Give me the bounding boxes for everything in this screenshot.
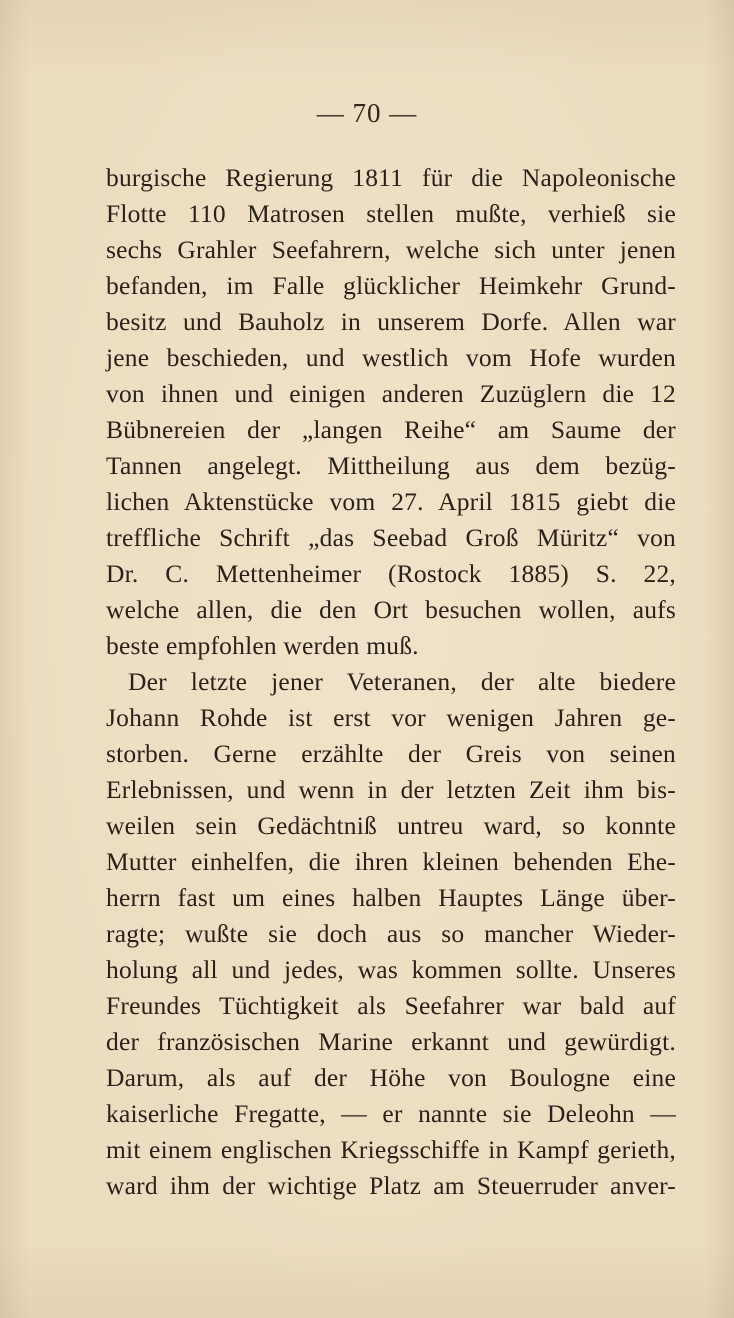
text-line: storben. Gerne erzählte der Greis von seinen bbox=[106, 739, 676, 768]
text-line: Freundes Tüchtigkeit als Seefahrer war bald auf bbox=[106, 991, 676, 1020]
text-line: welche allen, die den Ort besuchen wollen, aufs bbox=[106, 595, 676, 624]
body-text bbox=[106, 160, 676, 1204]
text-line: Flotte 110 Matrosen stellen mußte, verhieß sie bbox=[106, 199, 676, 228]
text-line: Mutter einhelfen, die ihren kleinen behenden Ehe- bbox=[106, 847, 676, 876]
text-line: weilen sein Gedächtniß untreu ward, so konnte bbox=[106, 811, 676, 840]
text-line: Erlebnissen, und wenn in der letzten Zeit ihm bis- bbox=[106, 775, 676, 804]
text-line: beste empfohlen werden muß. bbox=[106, 631, 419, 660]
text-line: Der letzte jener Veteranen, der alte biedere bbox=[128, 667, 676, 696]
page-number: — 70 — bbox=[316, 98, 418, 128]
text-line: ward ihm der wichtige Platz am Steuerruder anver- bbox=[106, 1171, 676, 1200]
text-line: burgische Regierung 1811 für die Napoleonische bbox=[106, 163, 676, 192]
text-line: Darum, als auf der Höhe von Boulogne eine bbox=[106, 1063, 676, 1092]
text-line: ragte; wußte sie doch aus so mancher Wieder- bbox=[106, 919, 676, 948]
paragraph-1 bbox=[106, 160, 676, 664]
text-line: kaiserliche Fregatte, — er nannte sie Deleohn — bbox=[106, 1099, 676, 1128]
text-line: Tannen angelegt. Mittheilung aus dem bezüg- bbox=[106, 451, 676, 480]
text-line: Dr. C. Mettenheimer (Rostock 1885) S. 22, bbox=[106, 559, 676, 588]
text-line: holung all und jedes, was kommen sollte. Unseres bbox=[106, 955, 676, 984]
text-line: der französischen Marine erkannt und gewürdigt. bbox=[106, 1027, 676, 1056]
text-line: befanden, im Falle glücklicher Heimkehr Grund- bbox=[106, 271, 676, 300]
text-line: sechs Grahler Seefahrern, welche sich unter jenen bbox=[106, 235, 676, 264]
text-line: von ihnen und einigen anderen Zuzüglern die 12 bbox=[106, 379, 676, 408]
text-line: lichen Aktenstücke vom 27. April 1815 giebt die bbox=[106, 487, 676, 516]
text-line: mit einem englischen Kriegsschiffe in Kampf gerieth, bbox=[106, 1135, 676, 1164]
text-line: Johann Rohde ist erst vor wenigen Jahren ge- bbox=[106, 703, 676, 732]
paragraph-2 bbox=[106, 664, 676, 1204]
text-line: besitz und Bauholz in unserem Dorfe. Allen war bbox=[106, 307, 676, 336]
text-line: treffliche Schrift „das Seebad Groß Müritz“ von bbox=[106, 523, 676, 552]
text-line: herrn fast um eines halben Hauptes Länge über- bbox=[106, 883, 676, 912]
text-line: Bübnereien der „langen Reihe“ am Saume der bbox=[106, 415, 676, 444]
text-line: jene beschieden, und westlich vom Hofe wurden bbox=[106, 343, 676, 372]
